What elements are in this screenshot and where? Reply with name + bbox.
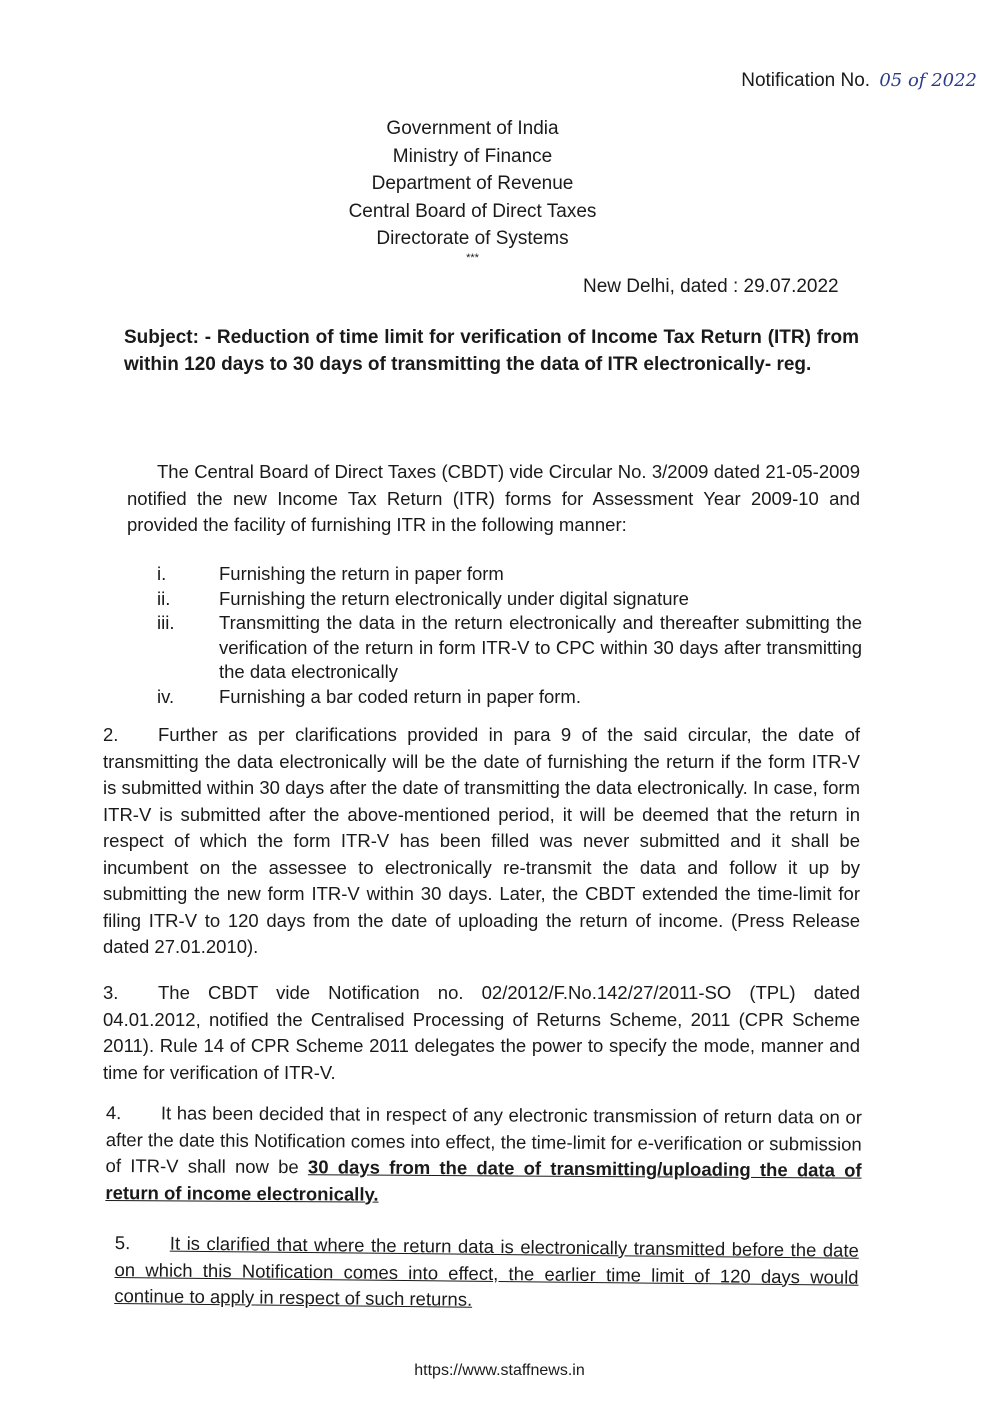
list-item bbox=[157, 587, 862, 612]
paragraph-text: It is clarified that where the return data is electronically transmitted before the date on which this Notification comes into effect, the earlier time limit of 120 days would continue to apply in respect of such returns. bbox=[114, 1232, 859, 1310]
place-date: New Delhi, dated : 29.07.2022 bbox=[583, 276, 839, 297]
letterhead-line: Government of India bbox=[386, 118, 559, 139]
letterhead-line: Ministry of Finance bbox=[392, 145, 553, 167]
notification-prefix: Notification No. bbox=[741, 70, 871, 91]
paragraph-text: The CBDT vide Notification no. 02/2012/F.No.142/27/2011-SO (TPL) dated 04.01.2012, notified the Centralised Processing of Returns Scheme, 2011 (CPR Scheme 2011). Rule 14 of CPR Scheme 2011 delegates the power to specify the mode, manner and time for verification of ITR-V. bbox=[103, 982, 860, 1083]
list-item bbox=[157, 685, 862, 710]
list-item bbox=[157, 611, 862, 685]
list-item-number: iv. bbox=[157, 685, 175, 707]
list-item-number: iii. bbox=[157, 612, 175, 633]
paragraph-3 bbox=[103, 980, 860, 1086]
notification-number bbox=[741, 70, 977, 92]
paragraph-text: Further as per clarifications provided in para 9 of the said circular, the date of transmitting the data electronically will be the date of furnishing the return if the form ITR-V is submitted within 30 days after the date of transmitting the data electronically. In case, form ITR-V is submitted after the above-mentioned period, it will be deemed that the return in respect of which the form ITR-V has been filled was never submitted and it shall be incumbent on the assessee to electronically re-transmit the data and follow it up by submitting the new form ITR-V within 30 days. Later, the CBDT extended the time-limit for filing ITR-V to 120 days from the date of uploading the return of income. (Press Release dated 27.01.2010). bbox=[103, 724, 860, 957]
list-item-text: Furnishing the return electronically under digital signature bbox=[219, 587, 689, 609]
paragraph-4 bbox=[105, 1100, 862, 1211]
handwritten-number: 05 of 2022 bbox=[879, 70, 977, 91]
list-item-number: i. bbox=[157, 563, 167, 584]
paragraph-text: It has been decided that in respect of any electronic transmission of return data on or after the date this Notification comes into effect, the time-limit for e-verification or submission of ITR-V shall now be bbox=[105, 1102, 862, 1178]
subject-line: Subject: - Reduction of time limit for verification of Income Tax Return (ITR) from within 120 days to 30 days of transmitting the data of ITR electronically- reg. bbox=[124, 327, 859, 375]
footer-url: https://www.staffnews.in bbox=[414, 1362, 585, 1379]
paragraph-emphasis: 30 days from the date of transmitting/uploading the data of return of income electronically. bbox=[105, 1156, 862, 1205]
paragraph-number: 4. bbox=[105, 1102, 122, 1124]
paragraph-1: The Central Board of Direct Taxes (CBDT) vide Circular No. 3/2009 dated 21-05-2009 notified the new Income Tax Return (ITR) forms for Assessment Year 2009-10 and provided the facility of furnishing ITR in the following manner: bbox=[127, 461, 860, 535]
separator-stars: *** bbox=[466, 252, 479, 264]
paragraph-5 bbox=[114, 1230, 859, 1317]
letterhead-line: Directorate of Systems bbox=[376, 228, 569, 249]
paragraph-number: 5. bbox=[114, 1231, 131, 1254]
letterhead-line: Department of Revenue bbox=[371, 173, 574, 194]
letterhead bbox=[0, 115, 945, 253]
list-item-text: Furnishing the return in paper form bbox=[219, 563, 504, 584]
manner-list bbox=[157, 562, 862, 709]
list-item bbox=[157, 562, 862, 587]
list-item-number: ii. bbox=[157, 587, 171, 609]
list-item-text: Furnishing a bar coded return in paper form. bbox=[219, 685, 581, 707]
list-item-text: Transmitting the data in the return electronically and thereafter submitting the verification of the return in form ITR-V to CPC within 30 days after transmitting the data electronically bbox=[219, 612, 862, 682]
letterhead-line: Central Board of Direct Taxes bbox=[348, 200, 597, 222]
paragraph-number: 3. bbox=[103, 982, 119, 1003]
paragraph-number: 2. bbox=[103, 724, 119, 745]
paragraph-2 bbox=[103, 722, 860, 961]
